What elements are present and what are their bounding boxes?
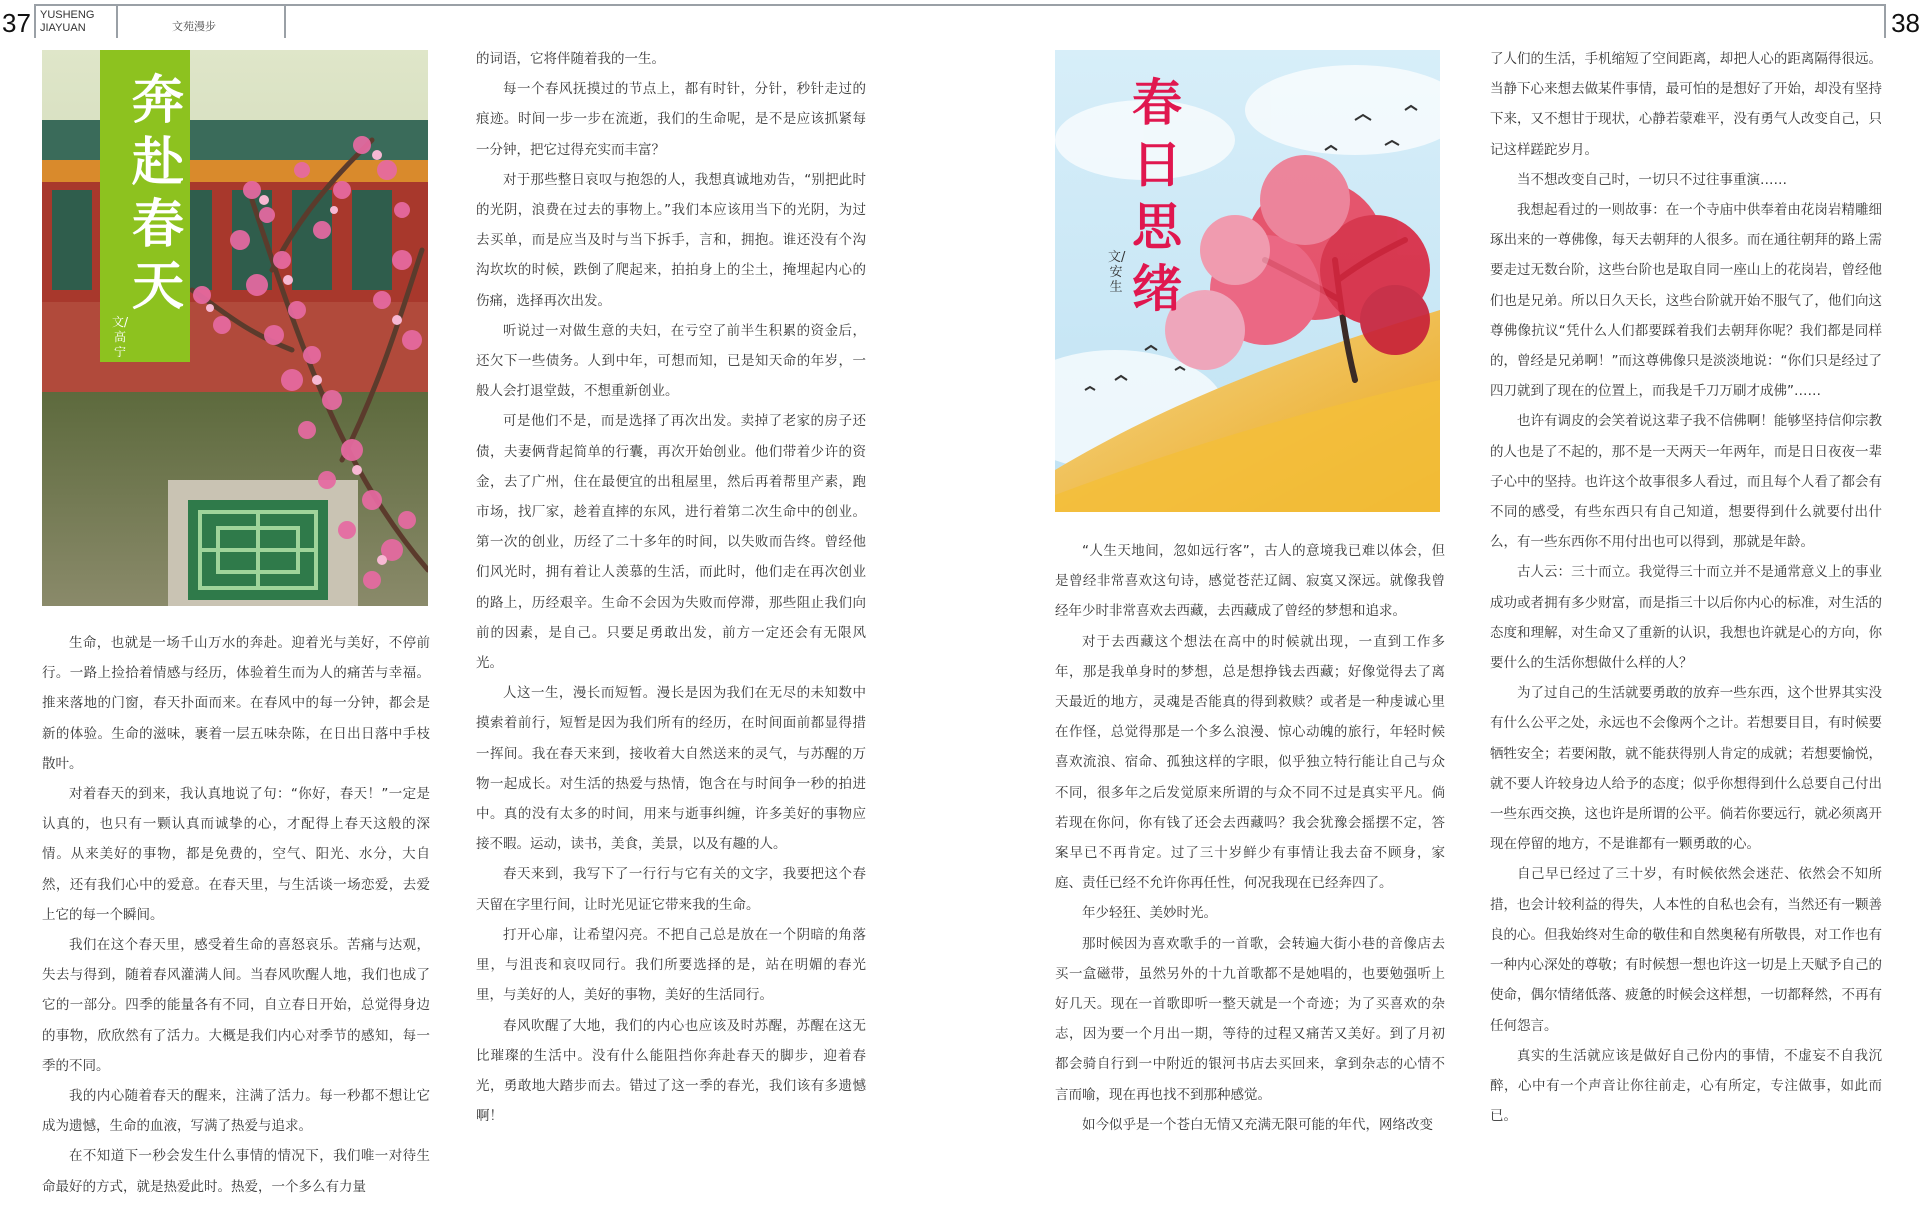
paragraph: 年少轻狂、美妙时光。 [1082,905,1217,922]
paragraph: 春风吹醒了大地，我们的内心也应该及时苏醒，苏醒在这无比璀璨的生活中。没有什么能阻挡你奔赴春天的脚步，迎着春光，勇敢地大踏步而去。错过了这一季的春光，我们该有多遗憾啊！ [476,1017,866,1125]
paragraph: 我想起看过的一则故事：在一个寺庙中供奉着由花岗岩精雕细琢出来的一尊佛像，每天去朝拜的人很多。而在通往朝拜的路上需要走过无数台阶，这些台阶也是取自同一座山上的花岗岩，曾经他们也是兄弟。所以日久天长，这些台阶就开始不服气了，他们向这尊佛像抗议“凭什么人们都要踩着我们去朝拜你呢？我们都是同样的，曾经是兄弟啊！”而这尊佛像只是淡淡地说：“你们只是经过了四刀就到了现在的位置上，而我是千刀万刷才成佛”…… [1490,202,1882,400]
brand-logo [40,9,94,35]
section-title: 文苑漫步 [172,20,216,33]
paragraph: 生命，也就是一场千山万水的奔赴。迎着光与美好，不停前行。一路上捡拾着情感与经历，体验着生而为人的痛苦与幸福。推来落地的门窗，春天扑面而来。在春风中的每一分钟，都会是新的体验。生命的滋味，裹着一层五味杂陈，在日出日落中手枝散叶。 [42,635,430,772]
article-title-char: 赴 [131,132,184,193]
header-divider [284,4,286,38]
paragraph: 每一个春风抚摸过的节点上，都有时针，分针，秒针走过的痕迹。时间一步一步在流逝，我们的生命呢，是不是应该抓紧每一分钟，把它过得充实而丰富？ [476,81,866,158]
brand-line-1: YUSHENG [40,9,95,21]
paragraph: 当不想改变自己时，一切只不过往事重演…… [1517,171,1787,188]
paragraph: 古人云：三十而立。我觉得三十而立并不是通常意义上的事业成功或者拥有多少财富，而是指三十以后你内心的标准，对生活的态度和理解，对生命又了重新的认识，我想也许就是心的方向，你要什么的生活你想做什么样的人？ [1490,564,1882,672]
article-title-char: 春 [131,194,184,255]
header-divider [34,4,36,38]
paragraph: 也许有调皮的会笑着说这辈子我不信佛啊！能够坚持信仰宗教的人也是了不起的，那不是一天两天一年两年，而是日日夜夜一辈子心中的坚持。也许这个故事很多人看过，而且每个人看了都会有不同的感受，有些东西只有自己知道，想要得到什么就要付出什么，有一些东西你不用付出也可以得到，那就是年龄。 [1490,413,1882,551]
article-column-3 [1055,536,1445,1140]
paragraph: 可是他们不是，而是选择了再次出发。卖掉了老家的房子还债，夫妻俩背起简单的行囊，再次开始创业。他们带着少许的资金，去了广州，住在最便宜的出租屋里，然后再着帮里产素，跑市场，找厂家，趁着直摔的东风，进行着第二次生命中的创业。第一次的创业，历经了二十多年的时间，以失败而告终。曾经他们风光时，拥有着让人羡慕的生活，而此时，他们走在再次创业的路上，历经艰辛。生命不会因为失败而停滞，那些阻止我们向前的因素，是自己。只要足勇敢出发，前方一定还会有无限风光。 [476,413,866,672]
paragraph: 了人们的生活，手机缩短了空间距离，却把人心的距离隔得很远。当静下心来想去做某件事情，最可怕的是想好了开始，却没有坚持下来，又不想甘于现状，心静若蒙难平，没有勇气人改变自己，只记这样蹉跎岁月。 [1490,51,1882,158]
article-author: 文/安生 [1108,250,1126,295]
article-column-4 [1490,44,1882,1131]
paragraph: 对于去西藏这个想法在高中的时候就出现，一直到工作多年，那是我单身时的梦想，总是想挣钱去西藏；好像觉得去了离天最近的地方，灵魂是否能真的得到救赎？或者是一种虔诚心里在作怪，总觉得那是一个多么浪漫、惊心动魄的旅行，年轻时候喜欢流浪、宿命、孤独这样的字眼，似乎独立特行能让自己与众不同，很多年之后发觉原来所谓的与众不同不过是真实平凡。倘若现在你问，你有钱了还会去西藏吗？我会犹豫会摇摆不定，答案早已不再肯定。过了三十岁鲜少有事情让我去奋不顾身，家庭、责任已经不允许你再任性，何况我现在已经奔四了。 [1055,633,1445,892]
paragraph: 春天来到，我写下了一行行与它有关的文字，我要把这个春天留在字里行间，让时光见证它带来我的生命。 [476,866,866,913]
paragraph: 对着春天的到来，我认真地说了句：“你好，春天！”一定是认真的，也只有一颗认真而诚挚的心，才配得上春天这般的深情。从来美好的事物，都是免费的，空气、阳光、水分，大自然，还有我们心中的爱意。在春天里，与生活谈一场恋爱，去爱上它的每一个瞬间。 [42,786,430,923]
paragraph: 我们在这个春天里，感受着生命的喜怒哀乐。苦痛与达观，失去与得到，随着春风灌满人间。当春风吹醒人地，我们也成了它的一部分。四季的能量各有不同，自立春日开始，总觉得身边的事物，欣欣然有了活力。大概是我们内心对季节的感知，每一季的不同。 [42,937,430,1074]
paragraph: 自己早已经过了三十岁，有时候依然会迷茫、依然会不知所措，也会计较利益的得失，人本性的自私也会有，当然还有一颗善良的心。但我始终对生命的敬佳和自然奥秘有所敬畏，对工作也有一种内心深处的尊敬；有时候想一想也许这一切是上天赋予自己的使命，偶尔情绪低落、疲惫的时候会这样想，一切都释然，不再有任何怨言。 [1490,866,1882,1034]
header-rule [34,4,1886,6]
paragraph: 真实的生活就应该是做好自己份内的事情，不虚妄不自我沉醉，心中有一个声音让你往前走，心有所定，专注做事，如此而已。 [1490,1047,1882,1125]
article-column-1 [42,628,430,1202]
article-title-char: 春 [1132,73,1182,132]
paragraph: 人这一生，漫长而短暂。漫长是因为我们在无尽的未知数中摸索着前行，短暂是因为我们所有的经历，在时间面前都显得措一挥间。我在春天来到，接收着大自然送来的灵气，与苏醒的万物一起成长。对生活的热爱与热情，饱含在与时间争一秒的拍进中。真的没有太多的时间，用来与逝事纠缠，许多美好的事物应接不暇。运动，读书，美食，美景，以及有趣的人。 [476,685,866,853]
article-title-char: 思 [1132,197,1182,256]
header-divider [1884,4,1886,38]
paragraph: 打开心扉，让希望闪亮。不把自己总是放在一个阴暗的角落里，与沮丧和哀叹同行。我们所要选择的是，站在明媚的春光里，与美好的人，美好的事物，美好的生活同行。 [476,926,866,1004]
article-title-char: 绪 [1132,259,1182,318]
paragraph: “人生天地间，忽如远行客”，古人的意境我已难以体会，但是曾经非常喜欢这句诗，感觉苍茫辽阔、寂寞又深远。就像我曾经年少时非常喜欢去西藏，去西藏成了曾经的梦想和追求。 [1055,543,1445,620]
article-title-char: 奔 [131,70,184,131]
article-column-2 [476,44,866,1131]
article-author: 文/高宁 [112,315,129,359]
article-title-char: 日 [1132,135,1182,194]
paragraph: 的词语，它将伴随着我的一生。 [476,51,665,67]
page-number-right: 38 [1891,8,1920,38]
paragraph: 那时候因为喜欢歌手的一首歌，会转遍大街小巷的音像店去买一盒磁带，虽然另外的十九首歌都不是她唱的，也要勉强听上好几天。现在一首歌即听一整天就是一个奇迹；为了买喜欢的杂志，因为要一个月出一期，等待的过程又痛苦又美好。到了月初都会骑自行到一中附近的银河书店去买回来，拿到杂志的心情不言而喻，现在再也找不到那种感觉。 [1055,935,1445,1103]
paragraph: 我的内心随着春天的醒来，注满了活力。每一秒都不想让它成为遗憾，生命的血液，写满了热爱与追求。 [42,1088,430,1135]
paragraph: 对于那些整日哀叹与抱怨的人，我想真诚地劝告，“别把此时的光阴，浪费在过去的事物上。”我们本应该用当下的光阴，为过去买单，而是应当及时与当下拆手，言和，拥抱。谁还没有个沟沟坎坎的时候，跌倒了爬起来，拍拍身上的尘土，掩埋起内心的伤痛，选择再次出发。 [476,171,866,309]
header-divider [116,4,118,38]
page-number-left: 37 [2,8,31,38]
brand-line-2: JIAYUAN [40,22,86,34]
paragraph: 在不知道下一秒会发生什么事情的情况下，我们唯一对待生命最好的方式，就是热爱此时。热爱，一个多么有力量 [42,1148,430,1195]
paragraph: 为了过自己的生活就要勇敢的放弃一些东西，这个世界其实没有什么公平之处，永远也不会像两个之计。若想要目目，有时候要牺牲安全；若要闲散，就不能获得别人肯定的成就；若想要愉悦，就不要人许较身边人给予的态度；似乎你想得到什么总要自己付出一些东西交换，这也许是所谓的公平。倘若你要远行，就必须离开现在停留的地方，不是谁都有一颗勇敢的心。 [1490,685,1882,853]
paragraph: 如今似乎是一个苍白无情又充满无限可能的年代，网络改变 [1082,1116,1433,1133]
paragraph: 听说过一对做生意的夫妇，在亏空了前半生积累的资金后，还欠下一些债务。人到中年，可想而知，已是知天命的年岁，一般人会打退堂鼓，不想重新创业。 [476,322,866,400]
article-title-char: 天 [131,256,184,317]
